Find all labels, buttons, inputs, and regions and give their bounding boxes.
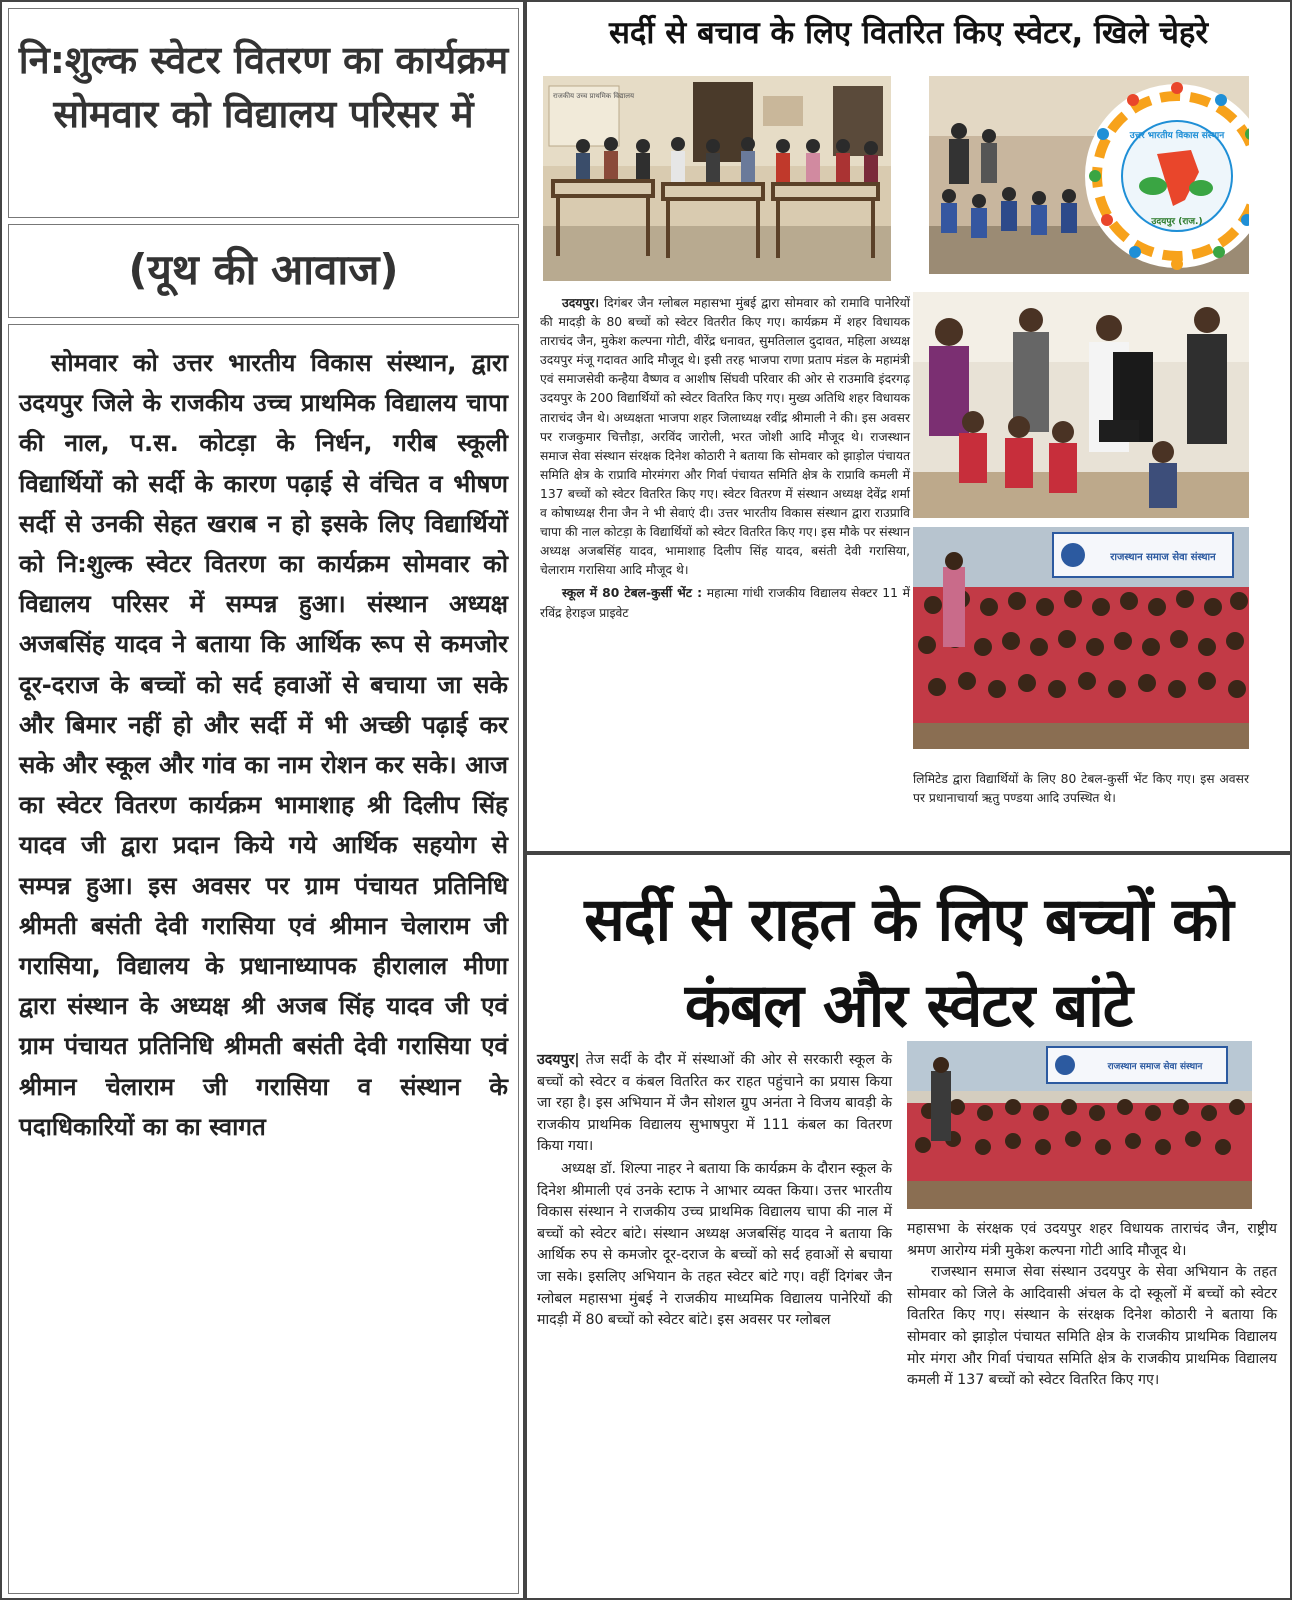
top-right-subhead2: स्कूल में 80 टेबल-कुर्सी भेंट : xyxy=(562,586,703,601)
photo-school-sign: राजकीय उच्च प्राथमिक विद्यालय xyxy=(553,92,635,100)
left-headline-box xyxy=(8,8,519,218)
bottom-right-headline: सर्दी से राहत के लिए बच्चों को कंबल और स्वेटर बांटे xyxy=(584,885,1233,1041)
bottom-right-para1: तेज सर्दी के दौर में संस्थाओं की ओर से सरकारी स्कूल के बच्चों को स्वेटर व कंबल वितरित कर राहत पहुंचाने का प्रयास किया जा रहा है। इस अभियान में जैन सोशल ग्रुप अनंता ने विजय बावड़ी के राजकीय प्राथमिक विद्यालय सुभाषपुरा में 111 कंबल का वितरण किया गया। xyxy=(537,1052,892,1155)
bottom-right-dateline: उदयपुर| xyxy=(537,1052,580,1068)
top-right-para1: दिगंबर जैन ग्लोबल महासभा मुंबई द्वारा सोमवार को रामावि पानेरियों की मादड़ी के 80 बच्चों को स्वेटर वितरीत किए गए। कार्यक्रम में शहर विधायक ताराचंद जैन, मुकेश कल्पना गोटी, वीरेंद्र धनावत, सुमतिलाल दुदावत, महिला अध्यक्ष उदयपुर मंजू गदावत आदि मौजूद थे। इसी तरह भाजपा राणा प्रताप मंडल के महामंत्री एवं समाजसेवी कन्हैया वैष्णव व आशीष सिंघवी परिवार की ओर से राउमावि इंदरगढ़ उदयपुर के 200 विद्यार्थियों को स्वेटर वितरित किए गए। मुख्य अतिथि शहर विधायक ताराचंद जैन थे। अध्यक्षता भाजपा शहर जिलाध्यक्ष रवींद्र श्रीमाली ने की। इस अवसर पर राजकुमार चित्तौड़ा, अरविंद जारोली, भरत जोशी आदि मौजूद थे। राजस्थान समाज सेवा संस्थान संरक्षक दिनेश कोठारी ने बताया कि सोमवार को झाड़ोल पंचायत समिति क्षेत्र के राप्रावि मोरमंगरा और गिर्वा पंचायत समिति क्षेत्र के राप्रावि कमली में 137 बच्चों को स्वेटर वितरित किए गए। स्वेटर वितरण में संस्थान अध्यक्ष देवेंद्र शर्मा व कोषाध्यक्ष रीना जैन ने भी सेवाएं दी। उत्तर भारतीय विकास संस्थान द्वारा राउप्रावि चापा की नाल कोटड़ा के विद्यार्थियों को स्वेटर वितरित किए गए। इस मौके पर संस्थान अध्यक्ष अजबसिंह यादव, भामाशाह दिलीप सिंह यादव, बसंती देवी गरासिया, चेलाराम गरासिया आदि मौजूद थे। xyxy=(540,296,910,578)
bottom-right-para4: राजस्थान समाज सेवा संस्थान उदयपुर के सेवा अभियान के तहत सोमवार को जिले के आदिवासी अंचल के दो स्कूलों में बच्चों को स्वेटर वितरित किए गए। संस्थान के संरक्षक दिनेश कोठारी ने बताया कि सोमवार को झाड़ोल पंचायत समिति क्षेत्र के राजकीय प्राथमिक विद्यालय मोर मंगरा और गिर्वा पंचायत समिति क्षेत्र के राजकीय प्राथमिक विद्यालय कमली में 137 बच्चों को स्वेटर वितरित किए गए। xyxy=(907,1264,1277,1389)
top-right-para2: महात्मा गांधी राजकीय विद्यालय सेक्टर 11 में रविंद्र हेराइज प्राइवेट xyxy=(540,586,910,620)
bottom-right-para2: अध्यक्ष डॉ. शिल्पा नाहर ने बताया कि कार्यक्रम के दौरान स्कूल के दिनेश श्रीमाली एवं उनके स्टाफ ने आभार व्यक्त किया। उत्तर भारतीय विकास संस्थान ने राजकीय उच्च प्राथमिक विद्यालय चापा की नाल में बच्चों को स्वेटर बांटे। संस्थान अध्यक्ष अजबसिंह यादव ने बताया कि आर्थिक रुप से कमजोर दूर-दराज के बच्चों को सर्द हवाओं से बचाया जा सके। इसलिए अभियान के तहत स्वेटर बांटे गए। वहीं दिगंबर जैन ग्लोबल महासभा मुंबई ने राजकीय माध्यमिक विद्यालय पानेरियों की मादड़ी में 80 बच्चों को स्वेटर बांटे। इस अवसर पर ग्लोबल xyxy=(537,1160,892,1329)
photo-children-group xyxy=(913,527,1249,749)
logo-org-name: उत्तर भारतीय विकास संस्थान xyxy=(1129,131,1225,141)
photo-staff-desks xyxy=(543,76,891,281)
banner-text-top: राजस्थान समाज सेवा संस्थान xyxy=(1110,552,1216,563)
bottom-right-column-1 xyxy=(537,1050,892,1333)
top-right-dateline: उदयपुर। xyxy=(562,296,600,310)
left-subhead: (यूथ की आवाज) xyxy=(128,245,399,294)
bottom-right-article xyxy=(525,853,1292,1600)
photo-children-banner xyxy=(907,1041,1252,1209)
top-right-body xyxy=(540,294,910,623)
banner-text-bottom: राजस्थान समाज सेवा संस्थान xyxy=(1107,1062,1203,1072)
bottom-right-column-2 xyxy=(907,1219,1277,1392)
left-body-box xyxy=(8,324,519,1594)
left-body-text: सोमवार को उत्तर भारतीय विकास संस्थान, द्वारा उदयपुर जिले के राजकीय उच्च प्राथमिक विद्यालय चापा की नाल, प.स. कोटड़ा के निर्धन, गरीब स्कूली विद्यार्थियों को सर्दी के कारण पढ़ाई से वंचित व भीषण सर्दी से उनकी सेहत खराब न हो इसके लिए विद्यार्थियों को नि:शुल्क स्वेटर वितरण का कार्यक्रम सोमवार को विद्यालय परिसर में सम्पन्न हुआ। संस्थान अध्यक्ष अजबसिंह यादव ने बताया कि आर्थिक रूप से कमजोर दूर-दराज के बच्चों को सर्द हवाओं से बचाया जा सके और बिमार नहीं हो और सर्दी में भी अच्छी पढ़ाई कर सके और स्कूल और गांव का नाम रोशन कर सके। आज का स्वेटर वितरण कार्यक्रम भामाशाह श्री दिलीप सिंह यादव जी द्वारा प्रदान किये गये आर्थिक सहयोग से सम्पन्न हुआ। इस अवसर पर ग्राम पंचायत प्रतिनिधि श्रीमती बसंती देवी गरासिया एवं श्रीमान चेलाराम जी गरासिया, विद्यालय के प्रधानाध्यापक हीरालाल मीणा द्वारा संस्थान के अध्यक्ष श्री अजब सिंह यादव जी एवं ग्राम पंचायत प्रतिनिधि श्रीमती बसंती देवी गरासिया एवं श्रीमान चेलाराम जी गरासिया व संस्थान के पदाधिकारियों का का स्वागत xyxy=(19,349,508,1141)
top-right-article xyxy=(525,0,1292,853)
left-headline: नि:शुल्क स्वेटर वितरण का कार्यक्रम सोमवार को विद्यालय परिसर में xyxy=(18,38,509,136)
left-subhead-box xyxy=(8,224,519,318)
top-right-headline: सर्दी से बचाव के लिए वितरित किए स्वेटर, खिले चेहरे xyxy=(608,15,1209,51)
bottom-right-para3: महासभा के संरक्षक एवं उदयपुर शहर विधायक ताराचंद जैन, राष्ट्रीय श्रमण आरोग्य मंत्री मुकेश कल्पना गोटी आदि मौजूद थे। xyxy=(907,1221,1277,1259)
top-right-continued-text: लिमिटेड द्वारा विद्यार्थियों के लिए 80 टेबल-कुर्सी भेंट किए गए। इस अवसर पर प्रधानाचार्या ऋतु पण्डया आदि उपस्थित थे। xyxy=(913,772,1249,805)
left-article xyxy=(0,0,525,1600)
logo-place: उदयपुर (राज.) xyxy=(1151,217,1203,227)
photo-distribution-logo xyxy=(929,76,1249,274)
photo-sweater-handover xyxy=(913,292,1249,518)
